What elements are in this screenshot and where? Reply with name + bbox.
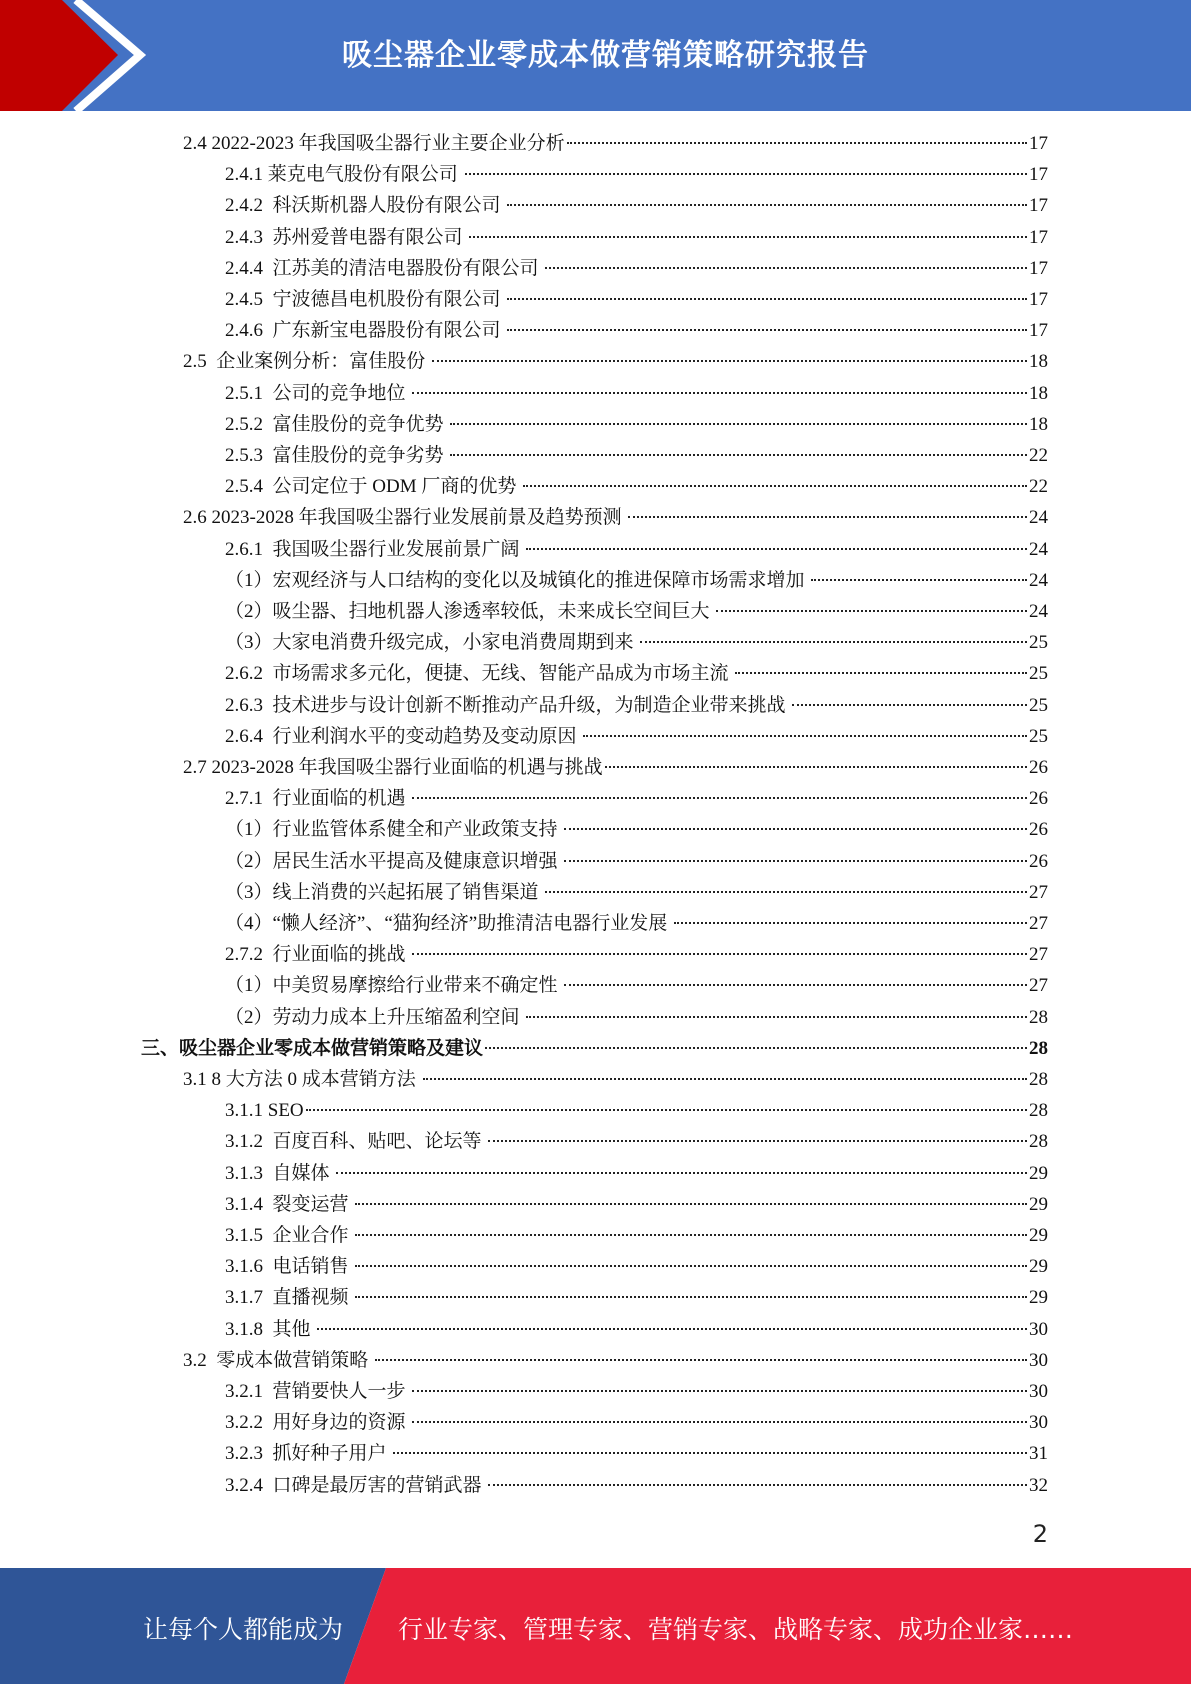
toc-entry[interactable] (225, 565, 1048, 596)
toc-entry-page: 18 (1029, 382, 1048, 404)
toc-entry[interactable] (225, 1002, 1048, 1033)
toc-entry[interactable] (225, 1126, 1048, 1157)
toc-entry[interactable] (225, 284, 1048, 315)
toc-entry-page: 27 (1029, 975, 1048, 997)
toc-entry[interactable] (225, 1095, 1048, 1126)
toc-entry[interactable] (225, 1251, 1048, 1282)
toc-entry-page: 32 (1029, 1474, 1048, 1496)
toc-entry[interactable] (225, 440, 1048, 471)
toc-entry-page: 26 (1029, 850, 1048, 872)
toc-entry-title: （2）劳动力成本上升压缩盈利空间 (225, 1006, 525, 1028)
toc-dot-leader (355, 1265, 1027, 1267)
toc-entry[interactable] (225, 1314, 1048, 1345)
toc-entry[interactable] (225, 721, 1048, 752)
toc-entry-page: 25 (1029, 725, 1048, 747)
toc-dot-leader (507, 329, 1027, 331)
toc-entry-title: 3.1.2 百度百科、贴吧、论坛等 (225, 1131, 487, 1153)
toc-entry-title: 2.6 2023-2028 年我国吸尘器行业发展前景及趋势预测 (183, 507, 627, 529)
toc-entry-title: 2.7.1 行业面临的机遇 (225, 788, 411, 810)
toc-dot-leader (412, 797, 1027, 799)
toc-entry-title: 2.5.2 富佳股份的竞争优势 (225, 413, 449, 435)
toc-entry-page: 30 (1029, 1381, 1048, 1402)
toc-entry-page: 30 (1029, 1412, 1048, 1434)
toc-dot-leader (488, 1140, 1027, 1142)
toc-entry[interactable] (225, 814, 1048, 845)
toc-entry[interactable] (183, 128, 1048, 159)
toc-entry[interactable] (183, 502, 1048, 533)
toc-entry[interactable] (225, 1189, 1048, 1220)
toc-dot-leader (674, 922, 1027, 924)
toc-entry-title: （1）中美贸易摩擦给行业带来不确定性 (225, 975, 563, 997)
toc-entry-title: 2.4.1 莱克电气股份有限公司 (225, 164, 463, 186)
toc-entry-title: （1）宏观经济与人口结构的变化以及城镇化的推进保障市场需求增加 (225, 569, 810, 591)
toc-entry-title: 2.6.1 我国吸尘器行业发展前景广阔 (225, 538, 525, 560)
toc-entry[interactable] (225, 783, 1048, 814)
toc-dot-leader (628, 516, 1027, 518)
toc-dot-leader (488, 1484, 1027, 1486)
toc-entry[interactable] (225, 908, 1048, 939)
toc-dot-leader (412, 1390, 1027, 1392)
toc-entry-page: 24 (1029, 601, 1048, 622)
toc-entry[interactable] (225, 1220, 1048, 1251)
toc-entry-page: 17 (1029, 289, 1048, 310)
toc-entry[interactable] (225, 1376, 1048, 1407)
footer-slogan-left: 让每个人都能成为 (143, 1615, 344, 1644)
toc-entry-title: 2.4.3 苏州爱普电器有限公司 (225, 226, 468, 248)
toc-entry[interactable] (183, 1064, 1048, 1095)
toc-entry-title: 2.4.6 广东新宝电器股份有限公司 (225, 320, 506, 342)
toc-dot-leader (564, 860, 1027, 862)
toc-entry-title: 三、吸尘器企业零成本做营销策略及建议 (141, 1037, 484, 1059)
toc-entry-page: 26 (1029, 788, 1048, 810)
toc-dot-leader (355, 1203, 1027, 1205)
toc-entry-title: 2.6.2 市场需求多元化，便捷、无线、智能产品成为市场主流 (225, 663, 734, 685)
toc-dot-leader (485, 1047, 1027, 1049)
toc-dot-leader (567, 142, 1027, 144)
toc-entry-title: 3.1 8 大方法 0 成本营销方法 (183, 1069, 421, 1090)
toc-dot-leader (526, 548, 1027, 550)
toc-entry-page: 18 (1029, 413, 1048, 435)
toc-entry[interactable] (225, 378, 1048, 409)
toc-entry[interactable] (183, 752, 1048, 783)
toc-entry-page: 26 (1029, 757, 1048, 778)
toc-entry[interactable] (225, 253, 1048, 284)
toc-dot-leader (423, 1078, 1027, 1080)
toc-entry[interactable] (225, 409, 1048, 440)
toc-dot-leader (523, 485, 1027, 487)
toc-entry[interactable] (225, 846, 1048, 877)
toc-entry-title: 2.5.4 公司定位于 ODM 厂商的优势 (225, 476, 522, 498)
toc-entry-page: 30 (1029, 1349, 1048, 1371)
toc-entry-page: 29 (1029, 1193, 1048, 1215)
toc-entry-page: 25 (1029, 694, 1048, 716)
toc-entry-page: 18 (1029, 351, 1048, 373)
toc-entry-page: 25 (1029, 663, 1048, 685)
page-footer (0, 1568, 1191, 1684)
toc-dot-leader (545, 891, 1027, 893)
toc-entry-title: 2.4.5 宁波德昌电机股份有限公司 (225, 289, 506, 310)
toc-entry-title: （3）线上消费的兴起拓展了销售渠道 (225, 881, 544, 903)
toc-entry-title: 3.2.3 抓好种子用户 (225, 1443, 392, 1465)
toc-entry-page: 31 (1029, 1443, 1048, 1465)
toc-entry[interactable] (141, 1033, 1048, 1064)
toc-entry[interactable] (225, 471, 1048, 502)
toc-entry-title: （3）大家电消费升级完成，小家电消费周期到来 (225, 632, 639, 654)
toc-entry-page: 17 (1029, 133, 1048, 154)
toc-entry-title: 3.1.7 直播视频 (225, 1287, 354, 1309)
toc-dot-leader (465, 173, 1027, 175)
toc-entry[interactable] (225, 315, 1048, 346)
toc-entry-title: 3.1.1 SEO (225, 1100, 304, 1122)
toc-entry[interactable] (225, 970, 1048, 1001)
toc-dot-leader (450, 423, 1027, 425)
toc-entry-title: 3.2.4 口碑是最厉害的营销武器 (225, 1474, 487, 1496)
toc-entry[interactable] (225, 1438, 1048, 1469)
toc-entry-page: 29 (1029, 1225, 1048, 1246)
toc-entry-title: 2.5.3 富佳股份的竞争劣势 (225, 445, 449, 466)
toc-entry[interactable] (225, 939, 1048, 970)
toc-entry-title: 2.7.2 行业面临的挑战 (225, 944, 411, 966)
toc-entry[interactable] (225, 190, 1048, 221)
toc-entry-title: 3.2.1 营销要快人一步 (225, 1381, 411, 1402)
toc-entry[interactable] (225, 627, 1048, 658)
toc-entry-title: （2）吸尘器、扫地机器人渗透率较低，未来成长空间巨大 (225, 601, 715, 622)
toc-dot-leader (412, 392, 1027, 394)
toc-entry[interactable] (225, 1158, 1048, 1189)
toc-entry-page: 29 (1029, 1256, 1048, 1278)
toc-entry-page: 24 (1029, 507, 1048, 529)
toc-entry-page: 28 (1029, 1100, 1048, 1122)
toc-entry-page: 17 (1029, 195, 1048, 217)
toc-entry-page: 29 (1029, 1287, 1048, 1309)
toc-entry-title: 2.4.2 科沃斯机器人股份有限公司 (225, 195, 506, 217)
toc-dot-leader (735, 672, 1027, 674)
toc-dot-leader (507, 204, 1027, 206)
toc-dot-leader (306, 1109, 1027, 1111)
toc-dot-leader (605, 766, 1027, 768)
footer-slogan-right: 行业专家、管理专家、营销专家、战略专家、成功企业家…… (398, 1615, 1074, 1644)
toc-entry[interactable] (225, 222, 1048, 253)
toc-entry-page: 29 (1029, 1162, 1048, 1184)
toc-entry[interactable] (225, 1282, 1048, 1313)
toc-entry-title: 3.2.2 用好身边的资源 (225, 1412, 411, 1434)
toc-dot-leader (507, 298, 1027, 300)
toc-entry-title: 3.2 零成本做营销策略 (183, 1349, 374, 1371)
toc-entry-page: 22 (1029, 445, 1048, 466)
toc-entry-title: 3.1.5 企业合作 (225, 1225, 354, 1246)
toc-entry[interactable] (225, 877, 1048, 908)
page-number: 2 (1032, 1520, 1048, 1548)
toc-entry-page: 17 (1029, 320, 1048, 342)
toc-dot-leader (375, 1359, 1027, 1361)
toc-dot-leader (640, 641, 1027, 643)
toc-entry-title: 3.1.4 裂变运营 (225, 1193, 354, 1215)
toc-entry[interactable] (225, 1470, 1048, 1501)
toc-entry-title: 2.5 企业案例分析：富佳股份 (183, 351, 431, 373)
toc-entry-title: 2.7 2023-2028 年我国吸尘器行业面临的机遇与挑战 (183, 757, 603, 778)
toc-entry-page: 28 (1029, 1131, 1048, 1153)
toc-entry[interactable] (225, 658, 1048, 689)
toc-dot-leader (355, 1296, 1027, 1298)
toc-dot-leader (564, 984, 1027, 986)
toc-entry[interactable] (225, 690, 1048, 721)
toc-entry[interactable] (225, 596, 1048, 627)
toc-dot-leader (432, 360, 1027, 362)
toc-entry-title: 2.4.4 江苏美的清洁电器股份有限公司 (225, 257, 544, 279)
toc-dot-leader (412, 953, 1027, 955)
toc-entry-title: 2.4 2022-2023 年我国吸尘器行业主要企业分析 (183, 133, 565, 154)
toc-dot-leader (583, 735, 1027, 737)
toc-dot-leader (450, 454, 1027, 456)
toc-entry[interactable] (225, 1407, 1048, 1438)
toc-dot-leader (317, 1328, 1027, 1330)
toc-entry-page: 17 (1029, 226, 1048, 248)
toc-entry-title: 3.1.8 其他 (225, 1318, 316, 1340)
toc-entry-title: 2.5.1 公司的竞争地位 (225, 382, 411, 404)
document-title: 吸尘器企业零成本做营销策略研究报告 (342, 38, 869, 73)
toc-entry[interactable] (225, 534, 1048, 565)
toc-dot-leader (469, 236, 1027, 238)
toc-entry-title: 2.6.3 技术进步与设计创新不断推动产品升级，为制造企业带来挑战 (225, 694, 791, 716)
toc-entry[interactable] (183, 1345, 1048, 1376)
toc-entry-page: 24 (1029, 569, 1048, 591)
toc-entry-title: （2）居民生活水平提高及健康意识增强 (225, 850, 563, 872)
toc-dot-leader (412, 1421, 1027, 1423)
toc-dot-leader (716, 610, 1027, 612)
toc-entry-title: 2.6.4 行业利润水平的变动趋势及变动原因 (225, 725, 582, 747)
toc-entry-page: 27 (1029, 913, 1048, 934)
toc-dot-leader (336, 1172, 1027, 1174)
toc-entry-page: 30 (1029, 1318, 1048, 1340)
toc-entry-title: 3.1.6 电话销售 (225, 1256, 354, 1278)
toc-entry-page: 26 (1029, 819, 1048, 841)
toc-entry-page: 28 (1029, 1069, 1048, 1090)
toc-dot-leader (393, 1452, 1027, 1454)
toc-entry-page: 28 (1029, 1037, 1048, 1059)
toc-entry-page: 27 (1029, 881, 1048, 903)
toc-entry-page: 28 (1029, 1006, 1048, 1028)
toc-entry-page: 24 (1029, 538, 1048, 560)
toc-entry-page: 17 (1029, 164, 1048, 186)
toc-dot-leader (526, 1016, 1027, 1018)
toc-dot-leader (545, 267, 1027, 269)
page-header (0, 0, 1191, 111)
toc-dot-leader (355, 1234, 1027, 1236)
toc-entry-page: 17 (1029, 257, 1048, 279)
toc-dot-leader (811, 579, 1027, 581)
toc-entry-title: （1）行业监管体系健全和产业政策支持 (225, 819, 563, 841)
toc-entry[interactable] (225, 159, 1048, 190)
toc-entry-page: 25 (1029, 632, 1048, 654)
toc-entry[interactable] (183, 346, 1048, 377)
toc-entry-page: 27 (1029, 944, 1048, 966)
toc-dot-leader (792, 704, 1027, 706)
toc-entry-title: 3.1.3 自媒体 (225, 1162, 335, 1184)
toc-dot-leader (564, 828, 1027, 830)
toc-entry-page: 22 (1029, 476, 1048, 498)
toc-entry-title: （4）“懒人经济”、“猫狗经济”助推清洁电器行业发展 (225, 913, 672, 934)
